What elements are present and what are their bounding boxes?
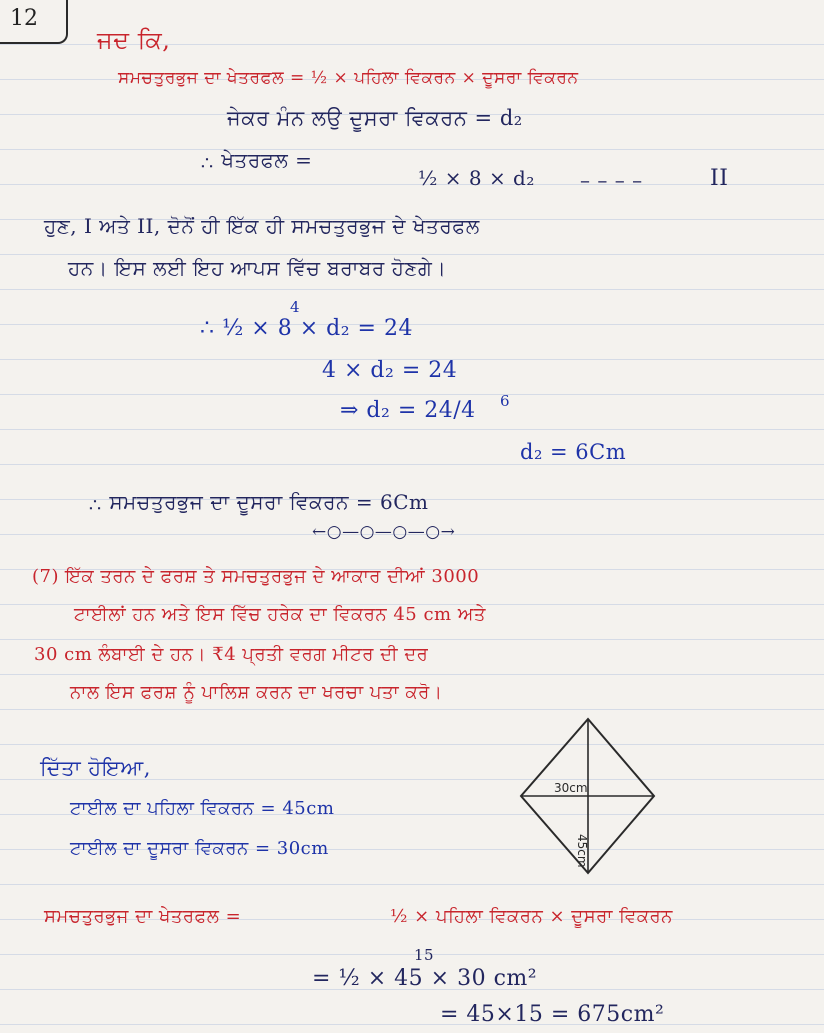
line-now-both: ਹੁਣ, I ਅਤੇ II, ਦੋਨੋਂ ਹੀ ਇੱਕ ਹੀ ਸਮਚਤੁਰਭੁਜ ਦੇ ਖੇਤਰਫਲ bbox=[44, 214, 480, 238]
final-area-formula-left: ਸਮਚਤੁਰਭੁਜ ਦਾ ਖੇਤਰਫਲ = bbox=[44, 906, 242, 927]
line-therefore-area: ∴ ਖੇਤਰਫਲ = bbox=[200, 148, 313, 172]
calc-1-superscript: 4 bbox=[290, 298, 301, 316]
line-so-equal: ਹਨ। ਇਸ ਲਈ ਇਹ ਆਪਸ ਵਿੱਚ ਬਰਾਬਰ ਹੋਣਗੇ। bbox=[68, 256, 447, 280]
line-given: ਜਦ ਕਿ, bbox=[97, 26, 171, 54]
calc-step-3: ⇒ d₂ = 24/4 bbox=[340, 398, 476, 423]
separator: ←○—○—○—○→ bbox=[312, 522, 456, 542]
question-7-line-2: ਟਾਈਲਾਂ ਹਨ ਅਤੇ ਇਸ ਵਿੱਚ ਹਰੇਕ ਦਾ ਵਿਕਰਨ 45 cm ਅਤੇ bbox=[74, 604, 486, 625]
solution-first-diagonal: ਟਾਈਲ ਦਾ ਪਹਿਲਾ ਵਿਕਰਨ = 45cm bbox=[70, 798, 335, 819]
solution-given: ਦਿੱਤਾ ਹੋਇਆ, bbox=[40, 756, 151, 780]
calc-step-1: ∴ ½ × 8 × d₂ = 24 bbox=[200, 316, 413, 341]
final-area-formula-right: ½ × ਪਹਿਲਾ ਵਿਕਰਨ × ਦੂਸਰਾ ਵਿਕਰਨ bbox=[390, 906, 673, 927]
diagonal-label-45cm: 45cm bbox=[575, 834, 589, 868]
final-calc-result: = 45×15 = 675cm² bbox=[440, 1002, 665, 1027]
page-number: 12 bbox=[10, 6, 38, 31]
question-7-line-1: (7) ਇੱਕ ਤਰਨ ਦੇ ਫਰਸ਼ ਤੇ ਸਮਚਤੁਰਭੁਜ ਦੇ ਆਕਾਰ ਦੀਆਂ 3000 bbox=[32, 566, 480, 587]
line-assume-d2: ਜੇਕਰ ਮੰਨ ਲਉ ਦੂਸਰਾ ਵਿਕਰਨ = d₂ bbox=[227, 106, 523, 130]
solution-second-diagonal: ਟਾਈਲ ਦਾ ਦੂਸਰਾ ਵਿਕਰਨ = 30cm bbox=[70, 838, 329, 859]
result-second-diagonal: ∴ ਸਮਚਤੁਰਭੁਜ ਦਾ ਦੂਸਰਾ ਵਿਕਰਨ = 6Cm bbox=[88, 490, 429, 514]
final-calc-step-1: = ½ × 45 × 30 cm² bbox=[312, 966, 538, 991]
calc-step-2: 4 × d₂ = 24 bbox=[322, 358, 458, 383]
line-dashes: – – – – bbox=[580, 168, 643, 192]
line-eq-label-2: II bbox=[710, 166, 729, 191]
final-calc-superscript: 15 bbox=[414, 946, 435, 964]
question-7-line-4: ਨਾਲ ਇਸ ਫਰਸ਼ ਨੂੰ ਪਾਲਿਸ਼ ਕਰਨ ਦਾ ਖਰਚਾ ਪਤਾ ਕਰੋ। bbox=[70, 682, 443, 703]
page-number-box bbox=[0, 0, 68, 44]
calc-3-superscript: 6 bbox=[500, 392, 511, 410]
line-area-formula: ਸਮਚਤੁਰਭੁਜ ਦਾ ਖੇਤਰਫਲ = ½ × ਪਹਿਲਾ ਵਿਕਰਨ × ਦੂਸਰਾ ਵਿਕਰਨ bbox=[118, 68, 579, 88]
calc-result-d2: d₂ = 6Cm bbox=[520, 440, 627, 464]
rhombus-diagram bbox=[518, 716, 658, 876]
diagonal-label-30cm: 30cm bbox=[554, 781, 588, 795]
question-7-line-3: 30 cm ਲੰਬਾਈ ਦੇ ਹਨ। ₹4 ਪ੍ਰਤੀ ਵਰਗ ਮੀਟਰ ਦੀ ਦਰ bbox=[34, 644, 429, 665]
line-area-expression: ½ × 8 × d₂ bbox=[418, 166, 535, 190]
